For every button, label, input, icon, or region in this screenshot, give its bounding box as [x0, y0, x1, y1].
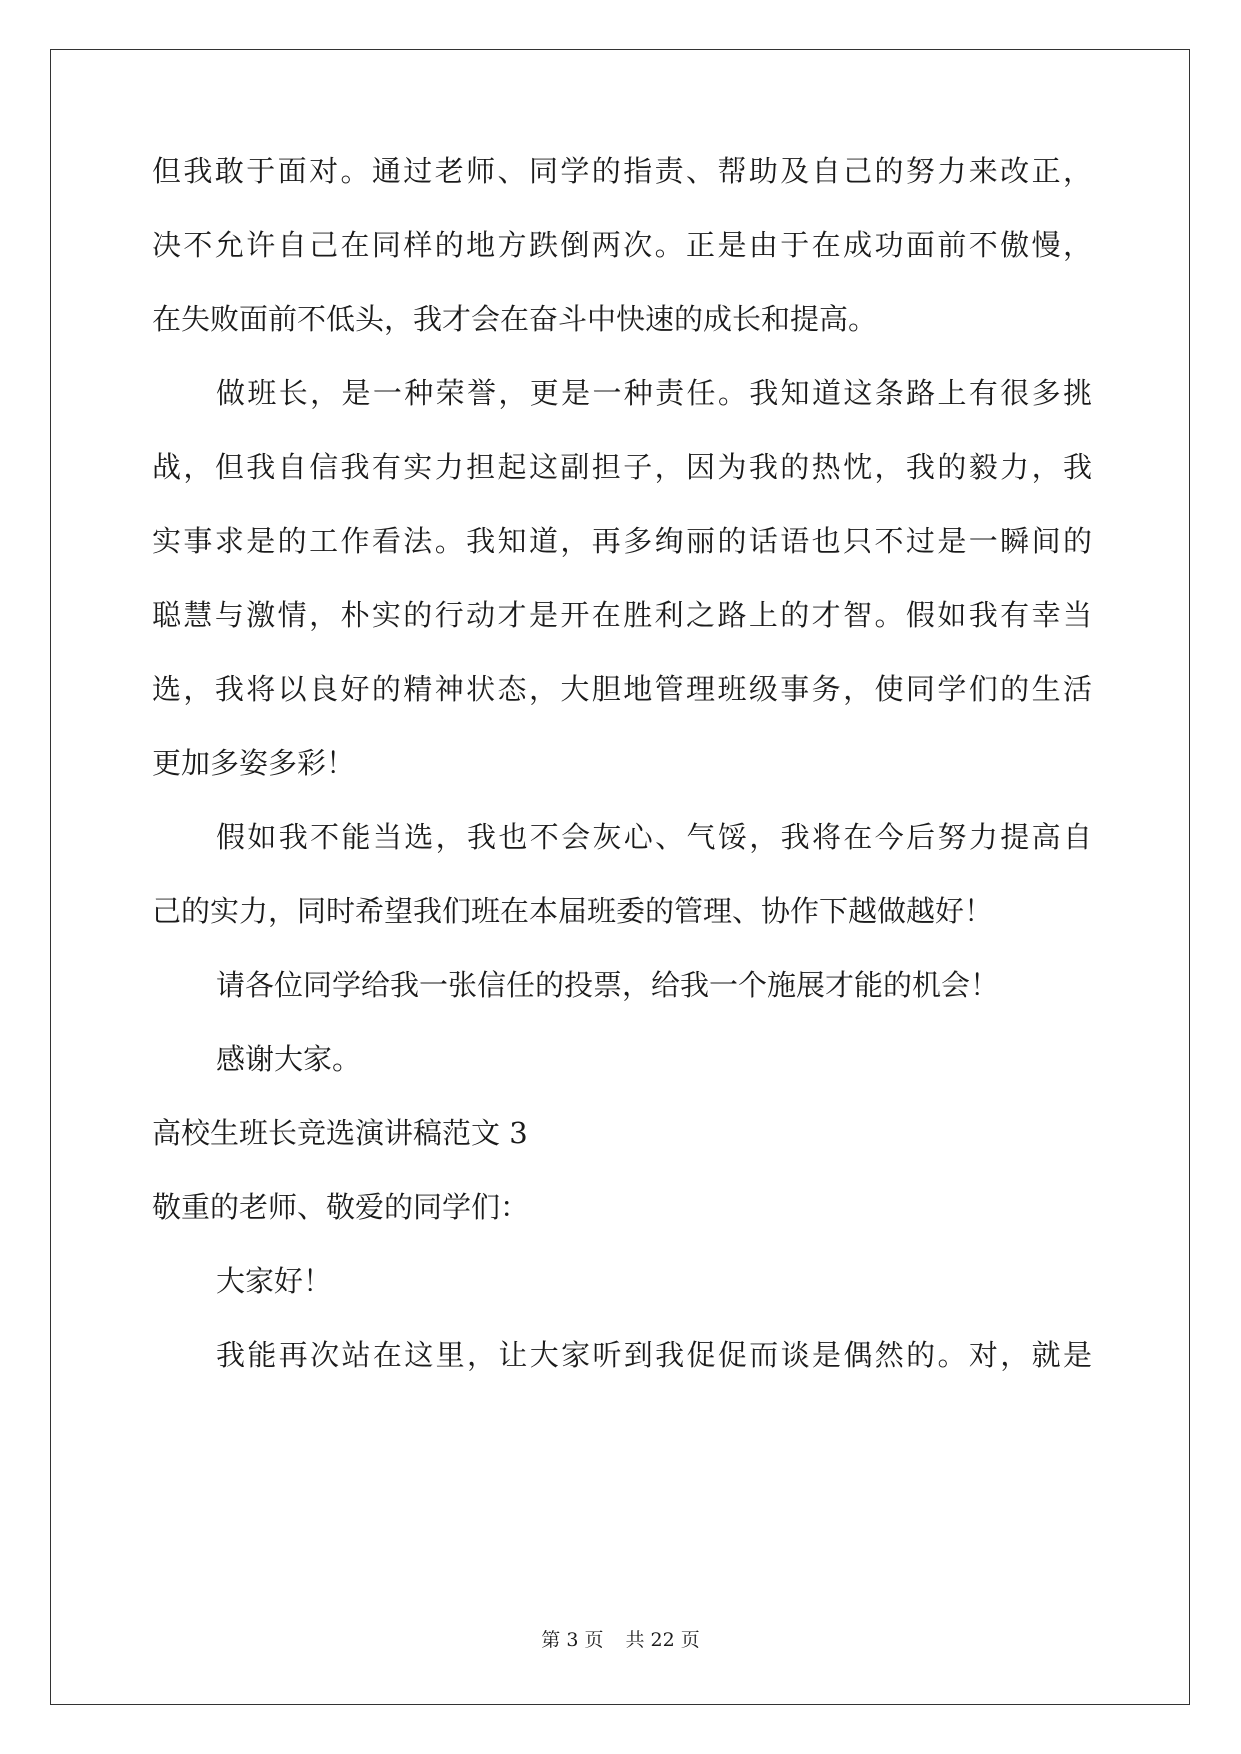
page-footer [0, 1628, 1241, 1652]
text-line: 更加多姿多彩！ [152, 746, 356, 780]
paragraph-start-line: 感谢大家。 [216, 1042, 362, 1076]
text-line: 实事求是的工作看法。我知道，再多绚丽的话语也只不过是一瞬间的 [152, 524, 1092, 558]
paragraph-start-line: 做班长，是一种荣誉，更是一种责任。我知道这条路上有很多挑 [216, 376, 1092, 410]
paragraph-start-line: 请各位同学给我一张信任的投票，给我一个施展才能的机会！ [216, 968, 1000, 1002]
page-number-total: 共 22 页 [625, 1629, 700, 1651]
salutation: 敬重的老师、敬爱的同学们： [152, 1190, 530, 1224]
text-line: 选，我将以良好的精神状态，大胆地管理班级事务，使同学们的生活 [152, 672, 1092, 706]
page-border [50, 49, 1190, 1705]
text-line: 但我敢于面对。通过老师、同学的指责、帮助及自己的努力来改正， [152, 154, 1092, 188]
text-line: 在失败面前不低头，我才会在奋斗中快速的成长和提高。 [152, 302, 878, 336]
text-line: 战，但我自信我有实力担起这副担子，因为我的热忱，我的毅力，我 [152, 450, 1092, 484]
section-heading: 高校生班长竞选演讲稿范文 3 [152, 1116, 528, 1150]
paragraph-start-line: 假如我不能当选，我也不会灰心、气馁，我将在今后努力提高自 [216, 820, 1092, 854]
text-line: 己的实力，同时希望我们班在本届班委的管理、协作下越做越好！ [152, 894, 994, 928]
text-line: 聪慧与激情，朴实的行动才是开在胜利之路上的才智。假如我有幸当 [152, 598, 1092, 632]
paragraph-start-line: 我能再次站在这里，让大家听到我促促而谈是偶然的。对，就是 [216, 1338, 1092, 1372]
text-line: 决不允许自己在同样的地方跌倒两次。正是由于在成功面前不傲慢， [152, 228, 1092, 262]
greeting: 大家好！ [216, 1264, 333, 1298]
page-number-current: 第 3 页 [541, 1629, 604, 1651]
